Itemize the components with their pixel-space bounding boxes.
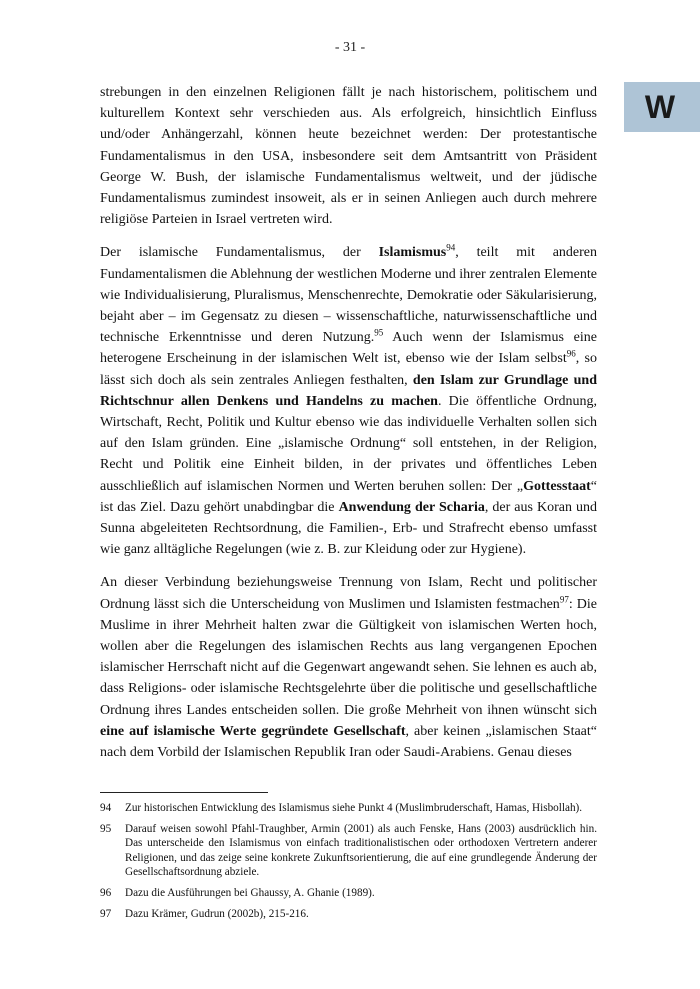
body-text (100, 82, 597, 775)
footnote-text: Zur historischen Entwicklung des Islamismus siehe Punkt 4 (Muslimbruderschaft, Hamas, Hisbollah). (125, 802, 583, 814)
emphasis-gottesstaat: Gottesstaat (523, 478, 591, 494)
footnote-ref-95[interactable]: 95 (374, 327, 384, 338)
footnote-separator (100, 792, 268, 793)
footnote-94 (100, 801, 597, 815)
paragraph-2: Der islamische Fundamentalismus, der Islamismus$^{94}$, teilt mit anderen Fundamentalismen die Ablehnung der westlichen Moderne und ihrer zentralen Elemente wie Individualisierung, Pluralismus, Menschenrechte, Demokratie oder Säkularisierung, bejaht aber – im Gegensatz zu diesen – wissenschaftliche, naturwissenschaftliche und technische Erkenntnisse und deren Nutzung.$^{95}$ Auch wenn der Islamismus eine heterogene Erscheinung in der islamischen Welt ist, ebenso wie der Islam selbst$^{96}$, so lässt sich doch als sein zentrales Anliegen festhalten, den Islam zur Grundlage und Richtschnur allen Denkens und Handelns zu machen. Die öffentliche Ordnung, Wirtschaft, Recht, Politik und Kultur ebenso wie das individuelle Verhalten sollen sich auf den Islam gründen. Eine „islamische Ordnung“ soll entstehen, in der Religion, Recht und Politik eine Einheit bilden, in der privates und öffentliches Leben ausschließlich auf islamischen Normen und Werten beruhen sollen: Der „Gottesstaat“ ist das Ziel. Dazu gehört unabdingbar die Anwendung der Scharia, der aus Koran und Sunna abgeleiteten Rechtsordnung, die Familien-, Erb- und Strafrecht ebenso umfasst wie ganz alltägliche Regelungen (wie z. B. zur Kleidung oder zur Hygiene). (100, 242, 597, 558)
footnote-ref-97[interactable]: 97 (559, 594, 569, 605)
footnote-97 (100, 907, 597, 921)
paragraph-3: An dieser Verbindung beziehungsweise Trennung von Islam, Recht und politischer Ordnung lässt sich die Unterscheidung von Muslimen und Islamisten festmachen$^{97}$: Die Muslime in ihrer Mehrheit halten zwar die Gültigkeit von islamischen Werten hoch, wollen aber die Regelungen des islamischen Rechts aus lang vergangenen Epochen islamischer Herrschaft nicht auf die Gegenwart angewandt sehen. Sie lehnen es auch ab, dass Religions- oder islamische Rechtsgelehrte über die politische und gesellschaftliche Ordnung ihres Landes entscheiden sollen. Die große Mehrheit von ihnen wünscht sich eine auf islamische Werte gegründete Gesellschaft, aber keinen „islamischen Staat“ nach dem Vorbild der Islamischen Republik Iran oder Saudi-Arabiens. Genau dieses (100, 575, 598, 761)
emphasis-gesellschaft: eine auf islamische Werte gegründete Gesellschaft (100, 723, 406, 739)
footnote-text: Dazu Krämer, Gudrun (2002b), 215-216. (125, 908, 309, 921)
footnote-ref-94[interactable]: 94 (446, 242, 456, 253)
footnote-number: 97 (100, 908, 112, 921)
footnote-ref-96[interactable]: 96 (566, 348, 576, 359)
footnote-96 (100, 886, 597, 900)
logo-letter: W (644, 88, 674, 125)
footnote-number: 96 (100, 887, 112, 900)
paragraph-1: strebungen in den einzelnen Religionen fällt je nach historischem, politischem und kulturellem Kontext sehr verschieden aus. Als erfolgreich, hinsichtlich Einfluss und/oder Anhängerzahl, können heute bezeichnet werden: Der protestantische Fundamentalismus in den USA, insbesondere seit dem Amtsantritt von Präsident George W. Bush, der islamische Fundamentalismus weltweit, und der jüdische Fundamentalismus zumindest insoweit, als er in seinen Anliegen auch durch mehrere religiöse Parteien in Israel vertreten wird. (100, 85, 597, 228)
footnote-number: 95 (100, 823, 112, 836)
footnotes (100, 801, 597, 928)
footnote-number: 94 (100, 802, 112, 814)
footnote-text: Darauf weisen sowohl Pfahl-Traughber, Armin (2001) als auch Fenske, Hans (2003) ausdrücklich hin. Das unterscheide den Islamismus von einfach traditionalistischen oder orthodoxen Vertretern anderer Religionen, und das zeige seine konkrete Zukunftsorientierung, die auf eine grundlegende Änderung der Gesellschaftsordnung abziele. (125, 823, 597, 878)
page-number: - 31 - (334, 40, 366, 55)
footnote-text: Dazu die Ausführungen bei Ghaussy, A. Ghanie (1989). (125, 887, 375, 900)
publisher-logo (624, 82, 700, 132)
emphasis-scharia: Anwendung der Scharia (338, 499, 485, 515)
emphasis-islamismus: Islamismus (378, 245, 447, 261)
footnote-95 (100, 822, 597, 879)
emphasis-grundlage: den Islam zur Grundlage und Richtschnur allen Denkens und Handelns zu machen (100, 372, 597, 409)
